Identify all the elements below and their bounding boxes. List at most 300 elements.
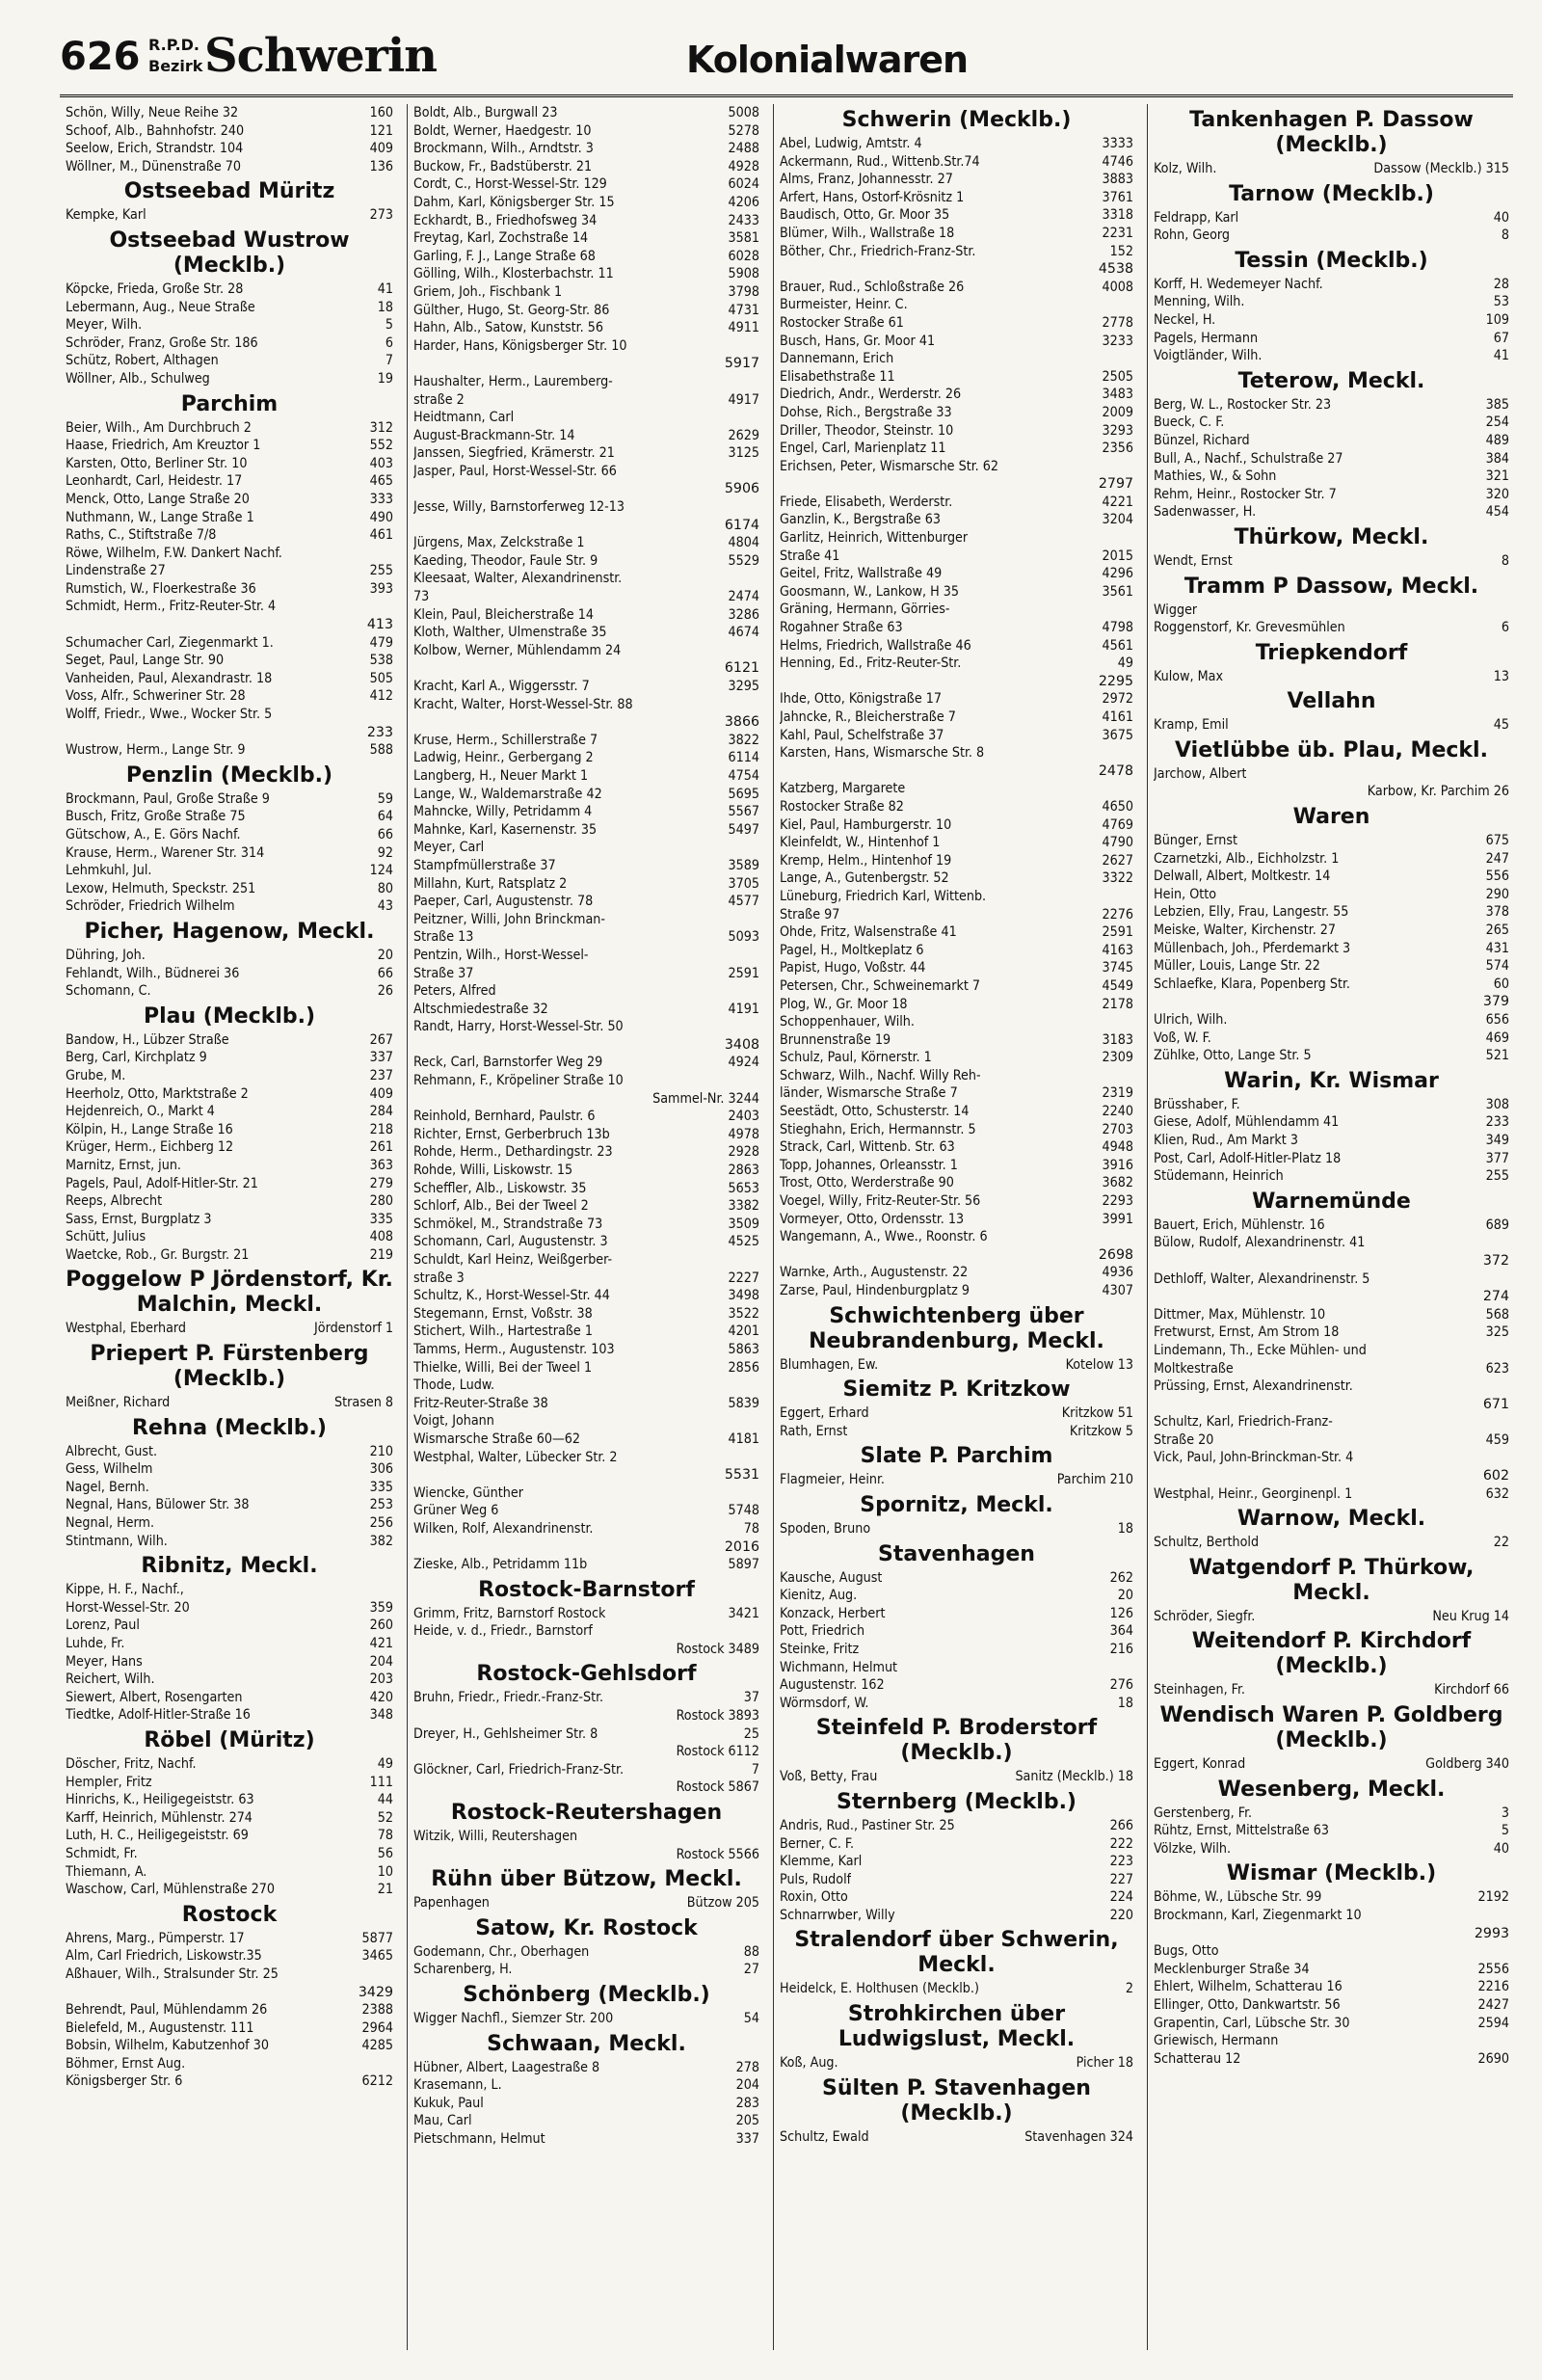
entry-name: Bull, A., Nachf., Schulstraße 27 xyxy=(1154,450,1343,467)
entry-phone: 2319 xyxy=(1102,1085,1133,1102)
directory-entry xyxy=(66,982,393,1001)
entry-name: Godemann, Chr., Oberhagen xyxy=(413,1943,590,1960)
directory-entry xyxy=(780,798,1133,816)
entry-phone: 22 xyxy=(1493,1535,1509,1551)
directory-entry xyxy=(413,158,759,176)
entry-phone: 3705 xyxy=(728,875,759,892)
entry-name: Schomann, Carl, Augustenstr. 3 xyxy=(413,1234,608,1250)
directory-entry xyxy=(413,194,759,212)
entry-phone: 408 xyxy=(369,1229,393,1245)
directory-entry xyxy=(66,206,393,225)
directory-entry xyxy=(780,368,1133,387)
entry-name: Lüneburg, Friedrich Karl, Wittenb. xyxy=(780,888,987,904)
directory-entry xyxy=(780,1031,1133,1050)
entry-phone: 8 xyxy=(1501,227,1509,244)
directory-entry xyxy=(1154,1485,1509,1504)
phone-number-continuation: 6121 xyxy=(724,660,759,677)
entry-name: Völzke, Wilh. xyxy=(1154,1840,1232,1857)
directory-entry xyxy=(1154,227,1509,245)
entry-phone: 216 xyxy=(1109,1641,1133,1657)
entry-name: Döscher, Fritz, Nachf. xyxy=(66,1755,197,1772)
entry-phone: 5008 xyxy=(728,105,759,120)
entry-phone: 265 xyxy=(1485,923,1509,939)
directory-entry xyxy=(413,427,759,445)
directory-entry xyxy=(780,386,1133,404)
directory-entry xyxy=(66,965,393,983)
entry-phone: 27 xyxy=(743,1962,759,1978)
directory-entry xyxy=(66,1774,393,1792)
entry-phone: 3798 xyxy=(728,283,759,300)
directory-entry xyxy=(66,140,393,158)
entry-name: Schlaefke, Klara, Popenberg Str. xyxy=(1154,976,1350,992)
entry-phone xyxy=(756,696,759,714)
directory-entry xyxy=(413,1689,759,1707)
entry-phone: 3286 xyxy=(728,606,759,623)
entry-phone: 2594 xyxy=(1477,2015,1509,2031)
directory-entry xyxy=(66,370,393,388)
directory-entry xyxy=(413,857,759,875)
entry-phone: 4790 xyxy=(1102,835,1133,851)
entry-phone: 2276 xyxy=(1102,906,1133,923)
entry-phone: 2627 xyxy=(1102,852,1133,869)
directory-entry xyxy=(1154,1840,1509,1859)
entry-name: Waetcke, Rob., Gr. Burgstr. 21 xyxy=(66,1246,250,1263)
entry-name: Karff, Heinrich, Mühlenstr. 274 xyxy=(66,1809,253,1826)
entry-phone: 280 xyxy=(369,1193,393,1210)
directory-entry xyxy=(780,1264,1133,1282)
directory-entry xyxy=(1154,1217,1509,1235)
entry-phone: Rostock 5867 xyxy=(676,1779,759,1796)
phone-number-continuation: 602 xyxy=(1482,1468,1509,1484)
entry-name: Berner, C. F. xyxy=(780,1835,855,1852)
entry-phone: 204 xyxy=(735,2077,759,2094)
entry-name: Karsten, Otto, Berliner Str. 10 xyxy=(66,455,248,471)
entry-name: Bruhn, Friedr., Friedr.-Franz-Str. xyxy=(413,1690,604,1706)
entry-name: Burmeister, Heinr. C. xyxy=(780,297,908,313)
entry-phone: 18 xyxy=(377,299,393,315)
entry-name: Hejdenreich, O., Markt 4 xyxy=(66,1104,215,1120)
entry-phone: Rostock 6112 xyxy=(676,1744,759,1760)
entry-phone: 4948 xyxy=(1102,1139,1133,1156)
directory-entry xyxy=(1154,850,1509,869)
entry-phone: 2178 xyxy=(1102,996,1133,1012)
entry-phone: 3991 xyxy=(1102,1211,1133,1227)
district-label xyxy=(148,35,202,77)
entry-name: Reichert, Wilh. xyxy=(66,1671,155,1688)
entry-name: Konzack, Herbert xyxy=(780,1605,886,1621)
entry-name: Schulz, Paul, Körnerstr. 1 xyxy=(780,1050,932,1066)
directory-entry xyxy=(66,1689,393,1707)
entry-phone: 4285 xyxy=(361,2038,393,2054)
entry-phone: 431 xyxy=(1485,940,1509,956)
entry-name: Dethloff, Walter, Alexandrinenstr. 5 xyxy=(1154,1270,1370,1287)
entry-phone: 41 xyxy=(377,281,393,297)
entry-phone: 6212 xyxy=(361,2073,393,2090)
entry-phone xyxy=(1130,350,1133,368)
entry-phone: 3318 xyxy=(1102,207,1133,224)
directory-entry xyxy=(1154,922,1509,940)
directory-entry xyxy=(66,706,393,724)
entry-phone: 66 xyxy=(377,965,393,981)
entry-phone: 40 xyxy=(1493,1840,1509,1857)
entry-phone: 66 xyxy=(377,827,393,842)
directory-entry xyxy=(1154,1132,1509,1150)
directory-entry xyxy=(66,844,393,863)
directory-entry xyxy=(780,1605,1133,1623)
place-heading: Triepkendorf xyxy=(1255,640,1408,665)
directory-entry xyxy=(780,1228,1133,1246)
place-heading: Waren xyxy=(1292,805,1370,830)
entry-name: Witzik, Willi, Reutershagen xyxy=(413,1829,578,1845)
entry-phone xyxy=(756,839,759,857)
directory-entry xyxy=(66,1827,393,1845)
entry-phone: 538 xyxy=(369,653,393,669)
entry-phone: 2488 xyxy=(728,141,759,157)
directory-entry xyxy=(66,1320,393,1338)
entry-phone: 364 xyxy=(1109,1623,1133,1640)
directory-entry xyxy=(413,2059,759,2077)
directory-entry xyxy=(66,158,393,176)
entry-name: Stüdemann, Heinrich xyxy=(1154,1168,1284,1185)
entry-name: Peters, Alfred xyxy=(413,983,496,1000)
directory-entry xyxy=(413,1270,759,1288)
entry-name: Luhde, Fr. xyxy=(66,1636,125,1651)
place-heading: Slate P. Parchim xyxy=(860,1444,1053,1469)
directory-entry xyxy=(780,333,1133,351)
entry-name: Voigt, Johann xyxy=(413,1413,494,1430)
directory-entry xyxy=(413,749,759,767)
entry-phone: 43 xyxy=(377,898,393,915)
directory-entry xyxy=(780,780,1133,798)
entry-name: Tiedtke, Adolf-Hitler-Straße 16 xyxy=(66,1707,251,1724)
directory-entry xyxy=(780,458,1133,476)
entry-phone xyxy=(1505,1342,1509,1360)
entry-name: Hinrichs, K., Heiligegeiststr. 63 xyxy=(66,1792,254,1808)
entry-name: Reck, Carl, Barnstorfer Weg 29 xyxy=(413,1055,603,1071)
entry-name: Ganzlin, K., Bergstraße 63 xyxy=(780,512,941,528)
entry-phone: 3293 xyxy=(1102,422,1133,439)
directory-entry xyxy=(780,1520,1133,1538)
directory-entry xyxy=(780,1587,1133,1605)
entry-name: Mahnke, Karl, Kasernenstr. 35 xyxy=(413,821,598,838)
entry-name: Aßhauer, Wilh., Stralsunder Str. 25 xyxy=(66,1966,279,1982)
entry-phone: 377 xyxy=(1485,1150,1509,1166)
place-heading: Penzlin (Mecklb.) xyxy=(125,762,333,788)
entry-phone: 4307 xyxy=(1102,1283,1133,1298)
entry-phone xyxy=(389,2055,393,2073)
entry-phone: 588 xyxy=(369,742,393,759)
directory-entry xyxy=(780,834,1133,852)
entry-name: Müller, Louis, Lange Str. 22 xyxy=(1154,958,1320,975)
place-heading: Picher, Hagenow, Meckl. xyxy=(84,919,375,944)
directory-entry xyxy=(66,1671,393,1689)
entry-name: Ladwig, Heinr., Gerbergang 2 xyxy=(413,750,594,766)
directory-entry xyxy=(1154,276,1509,294)
entry-phone: 382 xyxy=(369,1533,393,1549)
directory-entry xyxy=(66,352,393,370)
entry-phone: 4804 xyxy=(728,535,759,551)
directory-entry xyxy=(780,1138,1133,1157)
phone-number-continuation: 2797 xyxy=(1098,476,1133,493)
directory-entry xyxy=(66,1496,393,1514)
entry-name: Heerholz, Otto, Marktstraße 2 xyxy=(66,1085,249,1102)
directory-entry xyxy=(66,1617,393,1635)
entry-phone: 3125 xyxy=(728,445,759,462)
directory-entry xyxy=(413,319,759,337)
entry-name: Wigger Nachfl., Siemzer Str. 200 xyxy=(413,2011,614,2026)
entry-phone xyxy=(756,911,759,929)
entry-phone: 253 xyxy=(369,1497,393,1513)
entry-name: Schütt, Julius xyxy=(66,1229,146,1245)
entry-phone: 7 xyxy=(751,1761,759,1778)
entry-phone: 60 xyxy=(1493,976,1509,992)
entry-name: Jarchow, Albert xyxy=(1154,765,1247,782)
directory-entry xyxy=(1154,1306,1509,1324)
entry-name: Rohde, Willi, Liskowstr. 15 xyxy=(413,1163,573,1179)
entry-phone: 160 xyxy=(369,105,393,120)
entry-phone: 233 xyxy=(1485,1114,1509,1131)
entry-phone: 4924 xyxy=(728,1055,759,1071)
entry-phone: 479 xyxy=(369,634,393,651)
entry-name: Diedrich, Andr., Werderstr. 26 xyxy=(780,387,962,403)
directory-entry xyxy=(66,1755,393,1774)
entry-name: Garling, F. J., Lange Straße 68 xyxy=(413,248,596,264)
entry-phone: 78 xyxy=(743,1520,759,1537)
directory-entry xyxy=(413,965,759,983)
directory-entry xyxy=(1154,957,1509,976)
entry-name: Cordt, C., Horst-Wessel-Str. 129 xyxy=(413,176,607,193)
directory-entry xyxy=(413,588,759,606)
entry-phone: 469 xyxy=(1485,1030,1509,1046)
entry-name: Erichsen, Peter, Wismarsche Str. 62 xyxy=(780,458,998,474)
place-heading: Ostseebad Wustrow (Mecklb.) xyxy=(109,227,350,278)
entry-name: Westphal, Heinr., Georginenpl. 1 xyxy=(1154,1485,1353,1502)
entry-name: Voss, Alfr., Schweriner Str. 28 xyxy=(66,688,246,705)
entry-name: Tamms, Herm., Augustenstr. 103 xyxy=(413,1341,615,1357)
entry-phone: 2403 xyxy=(728,1109,759,1125)
directory-entry xyxy=(413,821,759,840)
entry-phone: 41 xyxy=(1493,348,1509,364)
directory-entry xyxy=(1154,619,1509,637)
directory-entry xyxy=(66,1192,393,1211)
entry-phone: 363 xyxy=(369,1157,393,1173)
entry-phone: 45 xyxy=(1493,717,1509,734)
directory-entry xyxy=(780,189,1133,207)
entry-name: Stampfmüllerstraße 37 xyxy=(413,857,556,873)
entry-phone xyxy=(1130,601,1133,619)
entry-name: Wustrow, Herm., Lange Str. 9 xyxy=(66,742,246,759)
directory-entry xyxy=(66,2019,393,2038)
entry-phone: 3204 xyxy=(1102,512,1133,528)
entry-phone: Karbow, Kr. Parchim 26 xyxy=(1367,784,1509,800)
place-heading: Tarnow (Mecklb.) xyxy=(1229,181,1434,206)
directory-entry xyxy=(780,422,1133,441)
directory-entry xyxy=(413,1323,759,1341)
directory-entry xyxy=(66,1031,393,1050)
entry-name: Post, Carl, Adolf-Hitler-Platz 18 xyxy=(1154,1150,1342,1166)
directory-entry xyxy=(413,678,759,696)
entry-name: Schoppenhauer, Wilh. xyxy=(780,1014,915,1030)
entry-name: Wöllner, M., Dünenstraße 70 xyxy=(66,158,242,174)
entry-phone: Kirchdorf 66 xyxy=(1434,1682,1509,1698)
phone-number-continuation: 671 xyxy=(1482,1396,1509,1412)
entry-phone: 2227 xyxy=(728,1270,759,1286)
entry-name: Reeps, Albrecht xyxy=(66,1193,163,1210)
entry-phone xyxy=(1505,1449,1509,1467)
entry-phone: 3761 xyxy=(1102,189,1133,205)
entry-phone: 632 xyxy=(1485,1485,1509,1502)
directory-entry xyxy=(1154,668,1509,686)
entry-name: Raths, C., Stiftstraße 7/8 xyxy=(66,527,217,544)
directory-entry xyxy=(1154,160,1509,178)
directory-entry xyxy=(1154,1096,1509,1114)
entry-phone xyxy=(756,409,759,427)
entry-name: Boldt, Alb., Burgwall 23 xyxy=(413,105,558,120)
directory-entry xyxy=(413,1943,759,1962)
place-heading: Schwichtenberg über Neubrandenburg, Meckl. xyxy=(809,1303,1104,1353)
entry-phone: 28 xyxy=(1493,276,1509,292)
directory-entry xyxy=(780,225,1133,243)
entry-phone xyxy=(1130,1659,1133,1677)
directory-entry xyxy=(1154,1608,1509,1626)
directory-entry xyxy=(66,1443,393,1461)
entry-phone: 4163 xyxy=(1102,942,1133,958)
entry-phone: 64 xyxy=(377,809,393,825)
directory-entry xyxy=(1154,450,1509,468)
entry-phone: 3483 xyxy=(1102,387,1133,403)
entry-phone xyxy=(389,545,393,563)
entry-name: Kremp, Helm., Hintenhof 19 xyxy=(780,852,952,869)
place-heading: Ostseebad Müritz xyxy=(123,179,335,204)
entry-name: Trost, Otto, Werderstraße 90 xyxy=(780,1175,954,1191)
entry-phone: 308 xyxy=(1485,1096,1509,1112)
entry-phone: 247 xyxy=(1485,850,1509,867)
directory-entry xyxy=(413,391,759,410)
entry-phone: 349 xyxy=(1485,1132,1509,1148)
entry-phone: 656 xyxy=(1485,1012,1509,1028)
entry-phone: 220 xyxy=(1109,1907,1133,1923)
directory-entry xyxy=(66,472,393,491)
directory-entry xyxy=(66,1103,393,1121)
entry-name: Glöckner, Carl, Friedrich-Franz-Str. xyxy=(413,1761,625,1778)
entry-phone: 10 xyxy=(377,1863,393,1880)
entry-phone: 489 xyxy=(1485,432,1509,448)
entry-name: Rumstich, W., Floerkestraße 36 xyxy=(66,580,256,597)
entry-phone: 5748 xyxy=(728,1503,759,1519)
place-heading: Tessin (Mecklb.) xyxy=(1235,248,1428,273)
entry-name: Haase, Friedrich, Am Kreuztor 1 xyxy=(66,438,261,454)
entry-name: Alm, Carl Friedrich, Liskowstr.35 xyxy=(66,1948,262,1965)
entry-name: Gräning, Hermann, Görries- xyxy=(780,602,950,618)
entry-name: Bünger, Ernst xyxy=(1154,833,1238,849)
directory-entry xyxy=(413,1725,759,1744)
directory-entry xyxy=(780,1356,1133,1375)
entry-phone: 124 xyxy=(369,863,393,879)
entry-phone: 5839 xyxy=(728,1395,759,1411)
entry-name: Seelow, Erich, Strandstr. 104 xyxy=(66,141,244,157)
directory-entry xyxy=(780,1835,1133,1854)
directory-entry xyxy=(413,1233,759,1251)
entry-name: Dittmer, Max, Mühlenstr. 10 xyxy=(1154,1306,1326,1323)
directory-entry xyxy=(780,1103,1133,1121)
directory-entry xyxy=(413,2010,759,2028)
directory-entry xyxy=(780,1641,1133,1659)
directory-entry xyxy=(780,690,1133,709)
directory-entry xyxy=(780,655,1133,673)
entry-phone: 54 xyxy=(743,2011,759,2026)
entry-name: Garlitz, Heinrich, Wittenburger xyxy=(780,530,969,547)
directory-entry xyxy=(413,498,759,517)
entry-phone xyxy=(756,1484,759,1503)
entry-phone: 335 xyxy=(369,1211,393,1227)
entry-name: Kahl, Paul, Schelfstraße 37 xyxy=(780,727,944,743)
directory-entry xyxy=(780,440,1133,458)
entry-phone: 80 xyxy=(377,880,393,896)
entry-phone: 3295 xyxy=(728,679,759,694)
entry-phone xyxy=(756,1251,759,1270)
entry-name: Eggert, Konrad xyxy=(1154,1756,1246,1773)
entry-phone: Kritzkow 5 xyxy=(1069,1423,1133,1439)
entry-name: Prüssing, Ernst, Alexandrinenstr. xyxy=(1154,1378,1353,1395)
place-heading: Rostock-Gehlsdorf xyxy=(476,1662,697,1687)
entry-phone xyxy=(389,598,393,616)
entry-phone: 204 xyxy=(369,1653,393,1670)
directory-entry xyxy=(780,942,1133,960)
entry-phone: 4549 xyxy=(1102,977,1133,994)
directory-entry xyxy=(1154,716,1509,735)
directory-entry xyxy=(1154,1822,1509,1840)
entry-name: Schumacher Carl, Ziegenmarkt 1. xyxy=(66,634,274,651)
directory-entry xyxy=(780,1907,1133,1925)
entry-phone: 348 xyxy=(369,1707,393,1724)
directory-entry xyxy=(780,727,1133,745)
entry-name: Albrecht, Gust. xyxy=(66,1443,158,1459)
entry-name: Bülow, Rudolf, Alexandrinenstr. 41 xyxy=(1154,1235,1366,1251)
entry-name: Ohde, Fritz, Walsenstraße 41 xyxy=(780,924,957,941)
directory-entry xyxy=(780,906,1133,924)
entry-name: Jahncke, R., Bleicherstraße 7 xyxy=(780,709,956,725)
directory-entry xyxy=(780,1871,1133,1889)
directory-entry xyxy=(413,839,759,857)
directory-entry xyxy=(413,1162,759,1180)
entry-phone: 574 xyxy=(1485,958,1509,975)
entry-name: Baudisch, Otto, Gr. Moor 35 xyxy=(780,207,950,224)
entry-name: Rostocker Straße 82 xyxy=(780,798,904,815)
entry-name: Helms, Friedrich, Wallstraße 46 xyxy=(780,637,971,654)
directory-entry xyxy=(413,283,759,302)
directory-entry xyxy=(413,1743,759,1761)
entry-phone: 267 xyxy=(369,1031,393,1048)
directory-entry xyxy=(66,1085,393,1104)
entry-phone: 325 xyxy=(1485,1324,1509,1341)
directory-entry xyxy=(413,229,759,248)
entry-name: Wolff, Friedr., Wwe., Wocker Str. 5 xyxy=(66,707,273,723)
entry-phone xyxy=(1130,1228,1133,1246)
entry-name: Mahncke, Willy, Petridamm 4 xyxy=(413,804,593,820)
directory-entry xyxy=(1154,602,1509,620)
directory-entry xyxy=(780,511,1133,529)
directory-entry xyxy=(1154,486,1509,504)
entry-phone: 21 xyxy=(377,1882,393,1898)
entry-phone: 4008 xyxy=(1102,279,1133,295)
entry-phone: 67 xyxy=(1493,330,1509,346)
directory-entry xyxy=(780,816,1133,835)
entry-name: Wöllner, Alb., Schulweg xyxy=(66,370,210,387)
place-heading: Tramm P Dassow, Meckl. xyxy=(1183,574,1479,599)
phone-number-continuation: 2993 xyxy=(1474,1925,1509,1941)
entry-name: Bueck, C. F. xyxy=(1154,414,1225,431)
entry-phone: 4798 xyxy=(1102,620,1133,636)
